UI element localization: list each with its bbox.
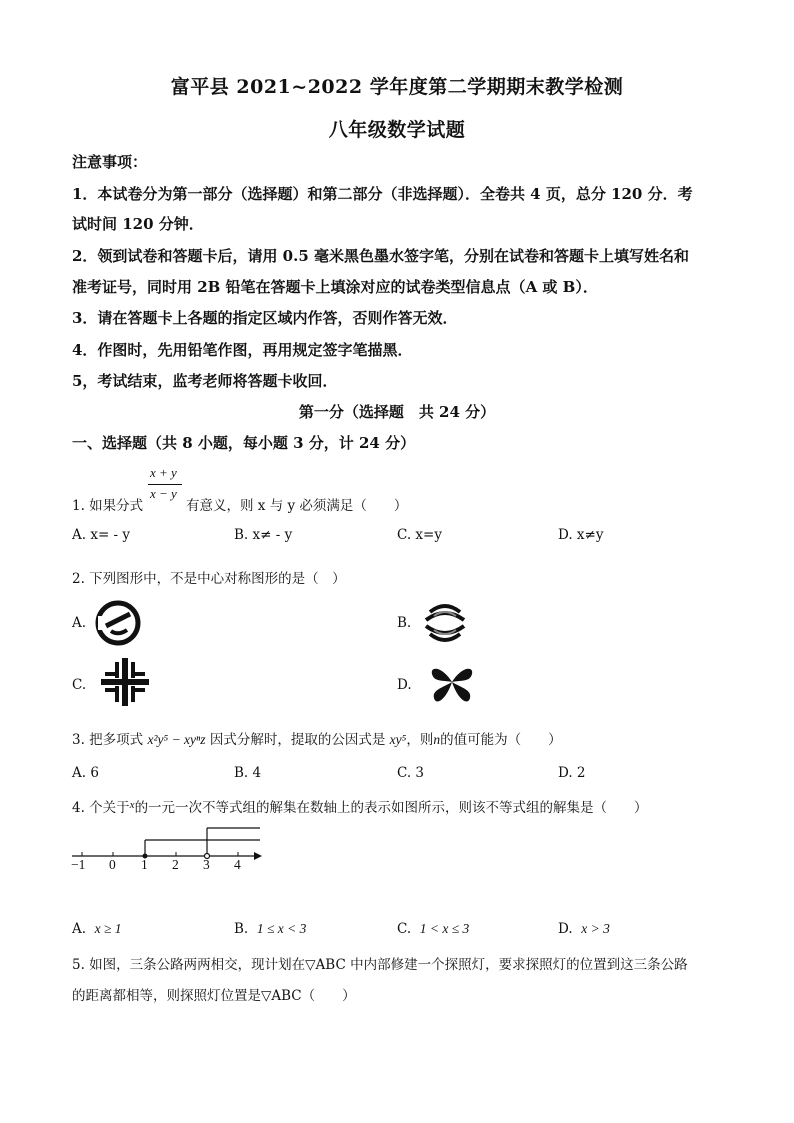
part1-heading: 第一分（选择题 共 24 分）	[298, 403, 496, 421]
q4-option-c[interactable]	[397, 921, 469, 937]
q1-option-a[interactable]: A. x= - y	[72, 527, 131, 543]
logo-b-icon[interactable]	[420, 598, 470, 648]
note-line-7: 5，考试结束，监考老师将答题卡收回．	[72, 372, 338, 390]
q1-prefix: 1. 如果分式	[72, 498, 144, 514]
q3-middle: 因式分解时，提取的公因式是	[209, 732, 386, 748]
q3-expression: x²y⁵ − xyⁿz	[147, 732, 206, 747]
q5-line-1: 5. 如图，三条公路两两相交，现计划在▽ABC 中内部修建一个探照灯，要求探照灯的位置到这三条公路	[72, 957, 688, 973]
q4-option-a-text: x ≥ 1	[94, 921, 122, 936]
q4-prefix: 4. 个关于	[72, 800, 130, 816]
q1-denominator: x − y	[150, 486, 177, 501]
q1-suffix: 有意义，则 x 与 y 必须满足（ ）	[186, 498, 408, 514]
q4-option-d-text: x > 3	[581, 921, 610, 936]
note-line-2: 试时间 120 分钟．	[72, 215, 204, 233]
axis-label-3: 3	[203, 857, 210, 872]
q3-option-b[interactable]: B. 4	[234, 765, 262, 781]
q2-option-b-label[interactable]: B.	[397, 615, 412, 631]
notes-heading: 注意事项：	[72, 153, 148, 171]
q4-option-b-letter: B.	[234, 921, 249, 937]
q3-middle2: ，则	[406, 732, 434, 748]
note-line-5: 3．请在答题卡上各题的指定区域内作答，否则作答无效．	[72, 309, 458, 327]
q4-option-d[interactable]	[558, 921, 610, 937]
q4-option-d-letter: D.	[558, 921, 573, 937]
axis-label-1: 1	[141, 857, 148, 872]
q2-option-c-label[interactable]: C.	[72, 677, 87, 693]
logo-d-icon[interactable]	[428, 660, 476, 706]
q4-line	[72, 796, 648, 816]
axis-label-0: 0	[109, 857, 116, 872]
axis-label-4: 4	[234, 857, 241, 872]
q1-numerator: x + y	[150, 465, 177, 480]
q4-suffix: 的一元一次不等式组的解集在数轴上的表示如图所示，则该不等式组的解集是（ ）	[134, 800, 648, 816]
q4-var: x	[129, 799, 135, 811]
q3-option-c[interactable]: C. 3	[397, 765, 425, 781]
exam-subtitle: 八年级数学试题	[328, 119, 466, 141]
q1-option-b[interactable]: B. x≠ - y	[234, 527, 293, 543]
note-line-1: 1．本试卷分为第一部分（选择题）和第二部分（非选择题）．全卷共 4 页，总分 120 分．考	[72, 185, 693, 203]
q4-option-b-text: 1 ≤ x < 3	[256, 921, 307, 936]
q4-option-b[interactable]	[234, 921, 306, 937]
note-line-3: 2．领到试卷和答题卡后，请用 0.5 毫米黑色墨水签字笔，分别在试卷和答题卡上填写姓名和	[72, 247, 689, 265]
q1-option-c[interactable]: C. x=y	[397, 527, 442, 543]
q4-option-a-letter: A.	[72, 921, 87, 937]
q2-option-a-label[interactable]: A.	[72, 615, 87, 631]
q3-line	[72, 728, 562, 748]
q4-option-c-letter: C.	[397, 921, 412, 937]
q3-prefix: 3. 把多项式	[72, 732, 144, 748]
q5-line-2: 的距离都相等，则探照灯位置是▽ABC（ ）	[72, 988, 356, 1004]
q3-var: n	[433, 732, 441, 747]
q2-option-d-label[interactable]: D.	[397, 677, 412, 693]
q4-option-c-text: 1 < x ≤ 3	[419, 921, 470, 936]
exam-title: 富平县 2021~2022 学年度第二学期期末教学检测	[170, 76, 624, 98]
q1-option-d[interactable]: D. x≠y	[558, 527, 604, 543]
axis-label-minus1: −1	[71, 857, 86, 872]
logo-c-icon[interactable]	[101, 658, 149, 706]
section-heading: 一、选择题（共 8 小题，每小题 3 分，计 24 分）	[72, 434, 416, 452]
axis-label-2: 2	[172, 857, 179, 872]
q2-text: 2. 下列图形中，不是中心对称图形的是（ ）	[72, 571, 346, 587]
q4-option-a[interactable]	[72, 921, 122, 937]
q3-option-d[interactable]: D. 2	[558, 765, 586, 781]
q1-fraction-bar	[148, 484, 182, 485]
logo-a-icon[interactable]	[95, 600, 141, 646]
q3-option-a[interactable]: A. 6	[72, 765, 99, 781]
q3-suffix: 的值可能为（ ）	[440, 732, 562, 748]
q3-factor: xy⁵	[389, 732, 407, 747]
note-line-4: 准考证号，同时用 2B 铅笔在答题卡上填涂对应的试卷类型信息点（A 或 B）．	[72, 278, 598, 296]
note-line-6: 4．作图时，先用铅笔作图，再用规定签字笔描黑．	[72, 341, 413, 359]
